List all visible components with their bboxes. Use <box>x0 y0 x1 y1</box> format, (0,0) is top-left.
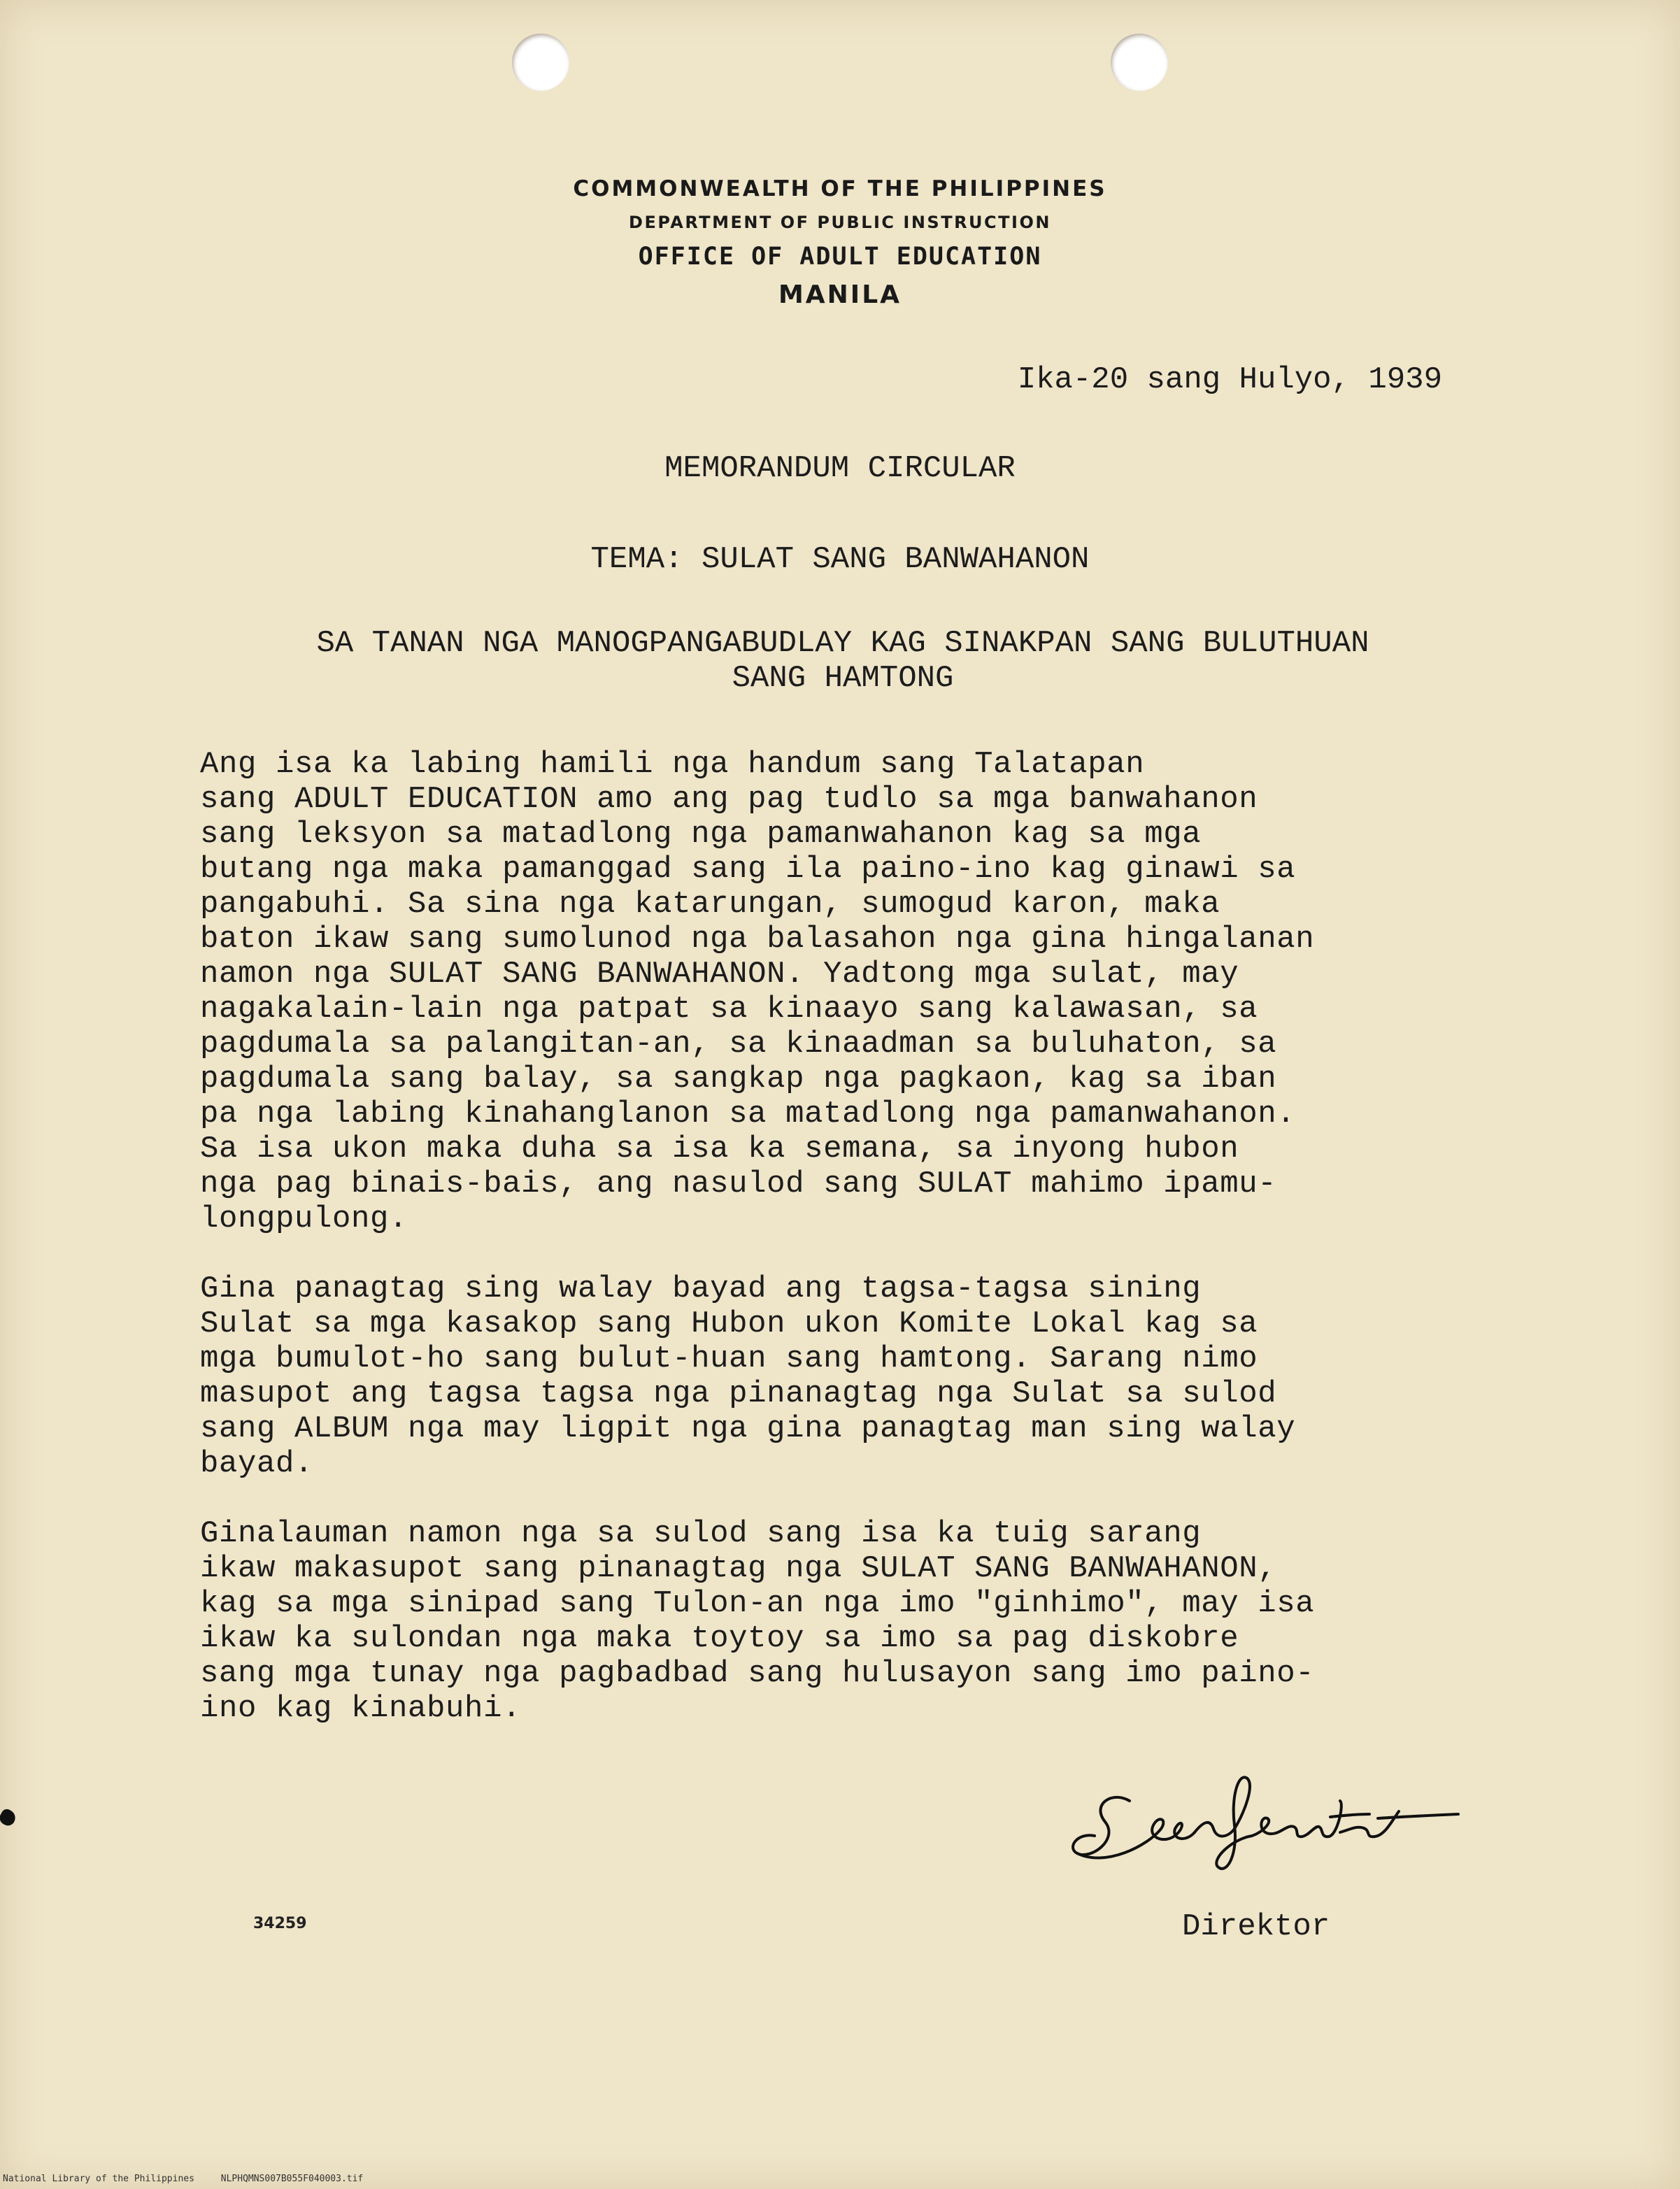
paragraph-2 <box>200 1271 1480 1481</box>
memo-theme: TEMA: SULAT SANG BANWAHANON <box>590 542 1090 577</box>
signer-title: Direktor <box>1182 1909 1330 1944</box>
footer-institution: National Library of the Philippines <box>3 2174 194 2184</box>
memo-title: MEMORANDUM CIRCULAR <box>664 451 1016 486</box>
scan-footer <box>3 2174 384 2184</box>
letterhead <box>0 171 1680 315</box>
letterhead-office: OFFICE OF ADULT EDUCATION <box>638 243 1042 271</box>
document-date: Ika-20 sang Hulyo, 1939 <box>1017 362 1442 397</box>
footer-filename: NLPHQMNS007B055F040003.tif <box>220 2174 364 2184</box>
memo-addressee <box>203 626 1483 696</box>
reference-number: 34259 <box>253 1915 307 1932</box>
punch-hole-right <box>1111 34 1168 91</box>
letterhead-department: DEPARTMENT OF PUBLIC INSTRUCTION <box>629 213 1051 232</box>
paragraph-2-text: Gina panagtag sing walay bayad ang tagsa-tagsa sining Sulat sa mga kasakop sang Hubon ukon Komite Lokal kag sa mga bumulot-ho sang bulut-huan sang hamtong. Sarang nimo masupot ang tagsa tagsa nga pinanagtag nga Sulat sa sulod sang ALBUM nga may ligpit nga gina panagtag man sing walay bayad. <box>200 1271 1296 1481</box>
ink-mark <box>0 1807 18 1828</box>
paragraph-3 <box>200 1516 1480 1726</box>
punch-hole-left <box>512 34 569 91</box>
signature-icon <box>1063 1762 1483 1888</box>
paragraph-3-text: Ginalauman namon nga sa sulod sang isa ka tuig sarang ikaw makasupot sang pinanagtag nga SULAT SANG BANWAHANON, kag sa mga sinipad sang Tulon-an nga imo "ginhimo", may isa ikaw ka sulondan nga maka toytoy sa imo sa pag diskobre sang mga tunay nga pagbadbad sang hulusayon sang imo paino- ino kag kinabuhi. <box>200 1516 1315 1726</box>
paragraph-1 <box>200 747 1480 1236</box>
letterhead-city: MANILA <box>778 280 902 309</box>
addressee-line-1: SA TANAN NGA MANOGPANGABUDLAY KAG SINAKPAN SANG BULUTHUAN <box>316 626 1369 661</box>
paragraph-1-text: Ang isa ka labing hamili nga handum sang Talatapan sang ADULT EDUCATION amo ang pag tudlo sa mga banwahanon sang leksyon sa matadlong nga pamanwahanon kag sa mga butang nga maka pamanggad sang ila paino-ino kag ginawi sa pangabuhi. Sa sina nga katarungan, sumogud karon, maka baton ikaw sang sumolunod nga balasahon nga gina hingalanan namon nga SULAT SANG BANWAHANON. Yadtong mga sulat, may nagakalain-lain nga patpat sa kinaayo sang kalawasan, sa pagdumala sa palangitan-an, sa kinaadman sa buluhaton, sa pagdumala sang balay, sa sangkap nga pagkaon, kag sa iban pa nga labing kinahanglanon sa matadlong nga pamanwahanon. Sa isa ukon maka duha sa isa ka semana, sa inyong hubon nga pag binais-bais, ang nasulod sang SULAT mahimo ipamu- longpulong. <box>200 747 1315 1236</box>
handwritten-signature <box>1063 1762 1483 1888</box>
letterhead-commonwealth: COMMONWEALTH OF THE PHILIPPINES <box>573 176 1107 201</box>
addressee-line-2: SANG HAMTONG <box>732 661 954 696</box>
